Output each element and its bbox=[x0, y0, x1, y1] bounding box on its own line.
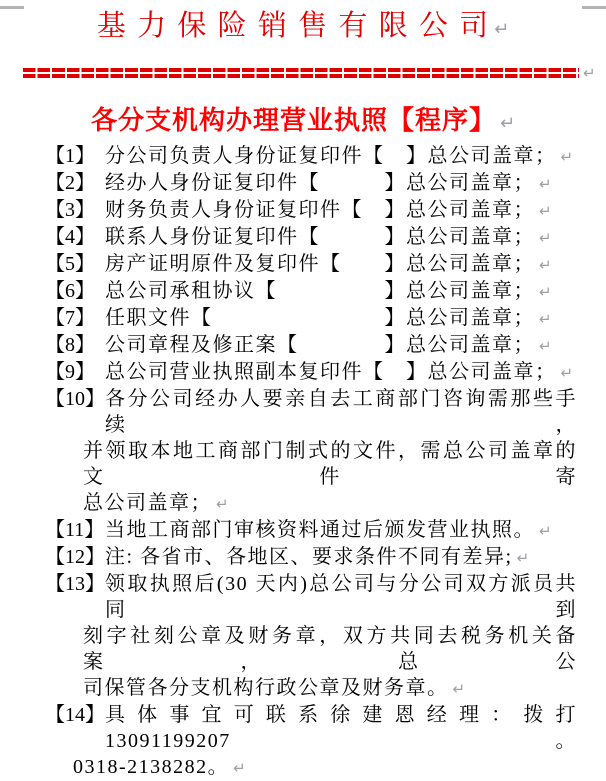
page-corner-mark-left bbox=[0, 6, 24, 9]
company-title bbox=[0, 6, 606, 50]
paragraph-mark-icon: ↵ bbox=[216, 495, 229, 513]
list-item-first-line bbox=[45, 197, 577, 224]
paragraph-mark-icon: ↵ bbox=[560, 364, 574, 382]
list-item bbox=[45, 197, 577, 224]
list-item-first-line bbox=[45, 517, 577, 544]
item-number: 【9】 bbox=[45, 361, 95, 383]
list-item bbox=[45, 305, 577, 332]
item-number: 【1】 bbox=[45, 145, 95, 167]
company-title-text: 基 力 保 险 销 售 有 限 公 司 bbox=[96, 10, 491, 42]
paragraph-mark-icon: ↵ bbox=[583, 64, 596, 82]
list-item bbox=[45, 143, 577, 170]
paragraph-mark-icon: ↵ bbox=[539, 522, 552, 540]
item-text: 任职文件【 】总公司盖章； ↵ bbox=[105, 307, 552, 329]
paragraph-mark-icon: ↵ bbox=[560, 148, 574, 166]
item-text: 分公司负责人身份证复印件【 】总公司盖章； ↵ bbox=[105, 145, 574, 167]
list-item-first-line bbox=[45, 571, 577, 623]
paragraph-mark-icon: ↵ bbox=[499, 113, 516, 134]
list-item-first-line bbox=[45, 251, 577, 278]
item-text: 总公司承租协议【 】总公司盖章； ↵ bbox=[105, 280, 552, 302]
word-document-page bbox=[0, 6, 606, 778]
divider-bar-top bbox=[23, 68, 579, 71]
procedure-list bbox=[0, 143, 606, 781]
section-heading bbox=[0, 107, 606, 138]
paragraph-mark-icon: ↵ bbox=[539, 283, 552, 301]
item-number: 【2】 bbox=[45, 172, 95, 194]
item-number: 【13】 bbox=[45, 573, 105, 595]
list-item bbox=[45, 224, 577, 251]
paragraph-mark-icon: ↵ bbox=[539, 229, 552, 247]
list-item bbox=[45, 251, 577, 278]
list-item-first-line bbox=[45, 170, 577, 197]
divider-bar-bottom bbox=[23, 74, 579, 77]
item-number: 【14】 bbox=[45, 704, 105, 726]
paragraph-mark-icon: ↵ bbox=[516, 549, 530, 567]
list-item bbox=[45, 359, 577, 386]
paragraph-mark-icon: ↵ bbox=[452, 680, 466, 698]
paragraph-mark-icon: ↵ bbox=[539, 175, 552, 193]
item-text-continuation: 0318-2138282。 ↵ bbox=[73, 756, 246, 778]
list-item-first-line bbox=[45, 224, 577, 251]
list-item-first-line bbox=[45, 305, 577, 332]
list-item-first-line bbox=[45, 702, 577, 754]
list-item-first-line bbox=[45, 332, 577, 359]
list-item-first-line bbox=[45, 143, 577, 170]
item-text: 具体事宜可联系徐建恩经理：拨打 13091199207。 bbox=[105, 704, 577, 752]
item-text: 总公司营业执照副本复印件【 】总公司盖章； ↵ bbox=[105, 361, 574, 383]
item-text: 各分公司经办人要亲自去工商部门咨询需那些手续， bbox=[105, 388, 577, 436]
item-text: 当地工商部门审核资料通过后颁发营业执照。 ↵ bbox=[105, 519, 552, 541]
list-item bbox=[45, 571, 577, 702]
paragraph-mark-icon: ↵ bbox=[494, 19, 510, 40]
item-number: 【5】 bbox=[45, 253, 95, 275]
item-text-continuation: 司保管各分支机构行政公章及财务章。 ↵ bbox=[83, 677, 466, 699]
list-item-first-line bbox=[45, 386, 577, 438]
item-number: 【7】 bbox=[45, 307, 95, 329]
item-number: 【4】 bbox=[45, 226, 95, 248]
item-text-continuation: 总公司盖章； ↵ bbox=[83, 492, 229, 514]
item-text: 联系人身份证复印件【 】总公司盖章； ↵ bbox=[105, 226, 552, 248]
list-item-first-line bbox=[45, 278, 577, 305]
paragraph-mark-icon: ↵ bbox=[539, 202, 552, 220]
item-number: 【3】 bbox=[45, 199, 95, 221]
item-text: 经办人身份证复印件【 】总公司盖章； ↵ bbox=[105, 172, 552, 194]
double-line-divider bbox=[23, 68, 579, 77]
page-corner-mark-right bbox=[582, 6, 606, 9]
item-number: 【12】 bbox=[45, 546, 105, 568]
list-item bbox=[45, 544, 577, 571]
item-number: 【10】 bbox=[45, 388, 105, 410]
item-text: 注: 各省市、各地区、要求条件不同有差异; ↵ bbox=[105, 546, 530, 568]
item-number: 【8】 bbox=[45, 334, 95, 356]
item-text-continuation: 并领取本地工商部门制式的文件，需总公司盖章的文件寄 bbox=[83, 440, 577, 488]
paragraph-mark-icon: ↵ bbox=[539, 256, 552, 274]
paragraph-mark-icon: ↵ bbox=[539, 337, 552, 355]
list-item bbox=[45, 278, 577, 305]
divider-row bbox=[23, 64, 597, 82]
paragraph-mark-icon: ↵ bbox=[233, 759, 246, 777]
list-item bbox=[45, 702, 577, 781]
list-item bbox=[45, 170, 577, 197]
list-item-first-line bbox=[45, 544, 577, 571]
item-text: 领取执照后(30 天内)总公司与分公司双方派员共同到 bbox=[105, 573, 577, 621]
list-item bbox=[45, 386, 577, 517]
item-text: 公司章程及修正案【 】总公司盖章； ↵ bbox=[105, 334, 552, 356]
item-number: 【6】 bbox=[45, 280, 95, 302]
paragraph-mark-icon: ↵ bbox=[539, 310, 552, 328]
item-text-continuation: 刻字社刻公章及财务章，双方共同去税务机关备案，总公 bbox=[83, 625, 577, 673]
item-text: 房产证明原件及复印件【 】总公司盖章； ↵ bbox=[105, 253, 552, 275]
list-item-first-line bbox=[45, 359, 577, 386]
list-item bbox=[45, 332, 577, 359]
item-text: 财务负责人身份证复印件【 】总公司盖章； ↵ bbox=[105, 199, 552, 221]
item-number: 【11】 bbox=[45, 519, 105, 541]
list-item bbox=[45, 517, 577, 544]
section-heading-text: 各分支机构办理营业执照【程序】 bbox=[90, 106, 496, 135]
